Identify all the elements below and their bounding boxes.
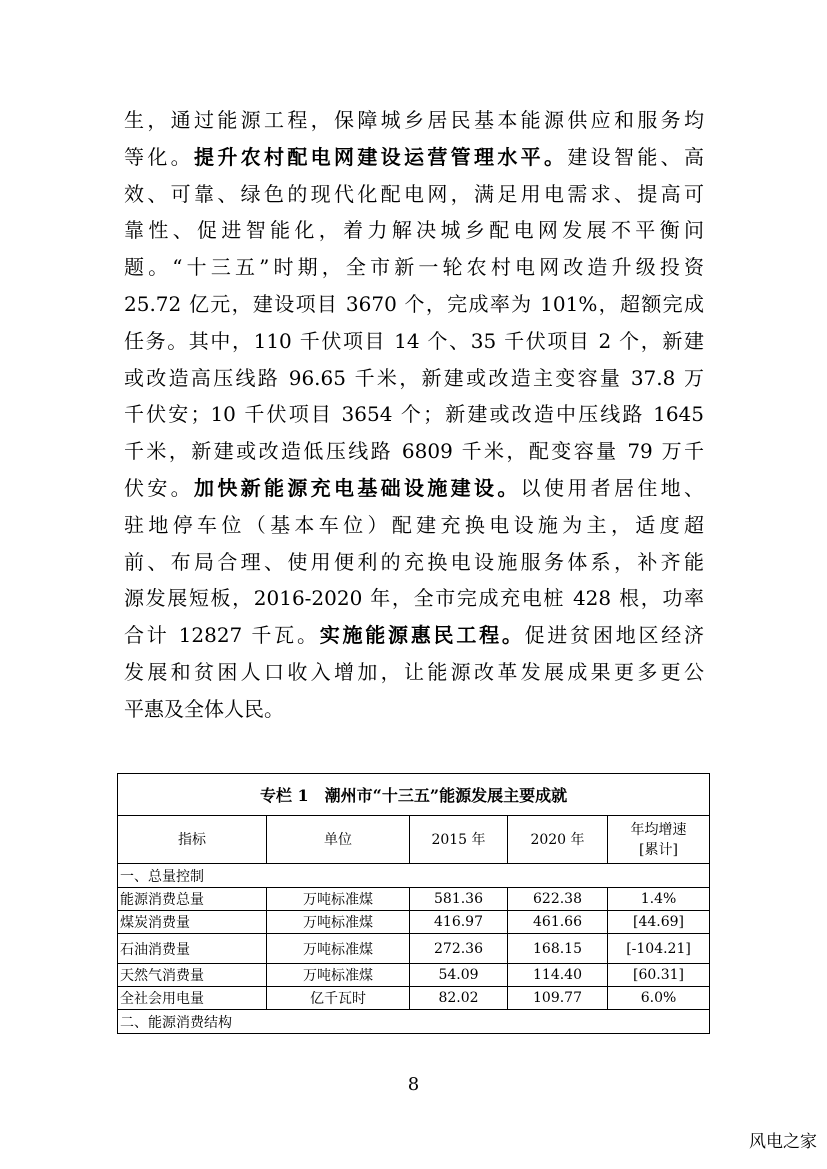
achievements-table	[117, 773, 710, 1034]
body-text: 前、布局合理、使用便利的充换电设施服务体系，补齐能	[124, 549, 704, 574]
unit-cell: 万吨标准煤	[267, 964, 410, 987]
bold-heading-text: 提升农村配电网建设运营管理水平。	[194, 144, 568, 169]
body-text: 或改造高压线路 96.65 千米，新建或改造主变容量 37.8 万	[124, 365, 704, 390]
table-row	[118, 911, 710, 934]
body-text: 建设智能、高	[567, 144, 705, 169]
text-line	[124, 396, 704, 433]
growth-cell: 1.4%	[608, 888, 710, 911]
header-2015: 2015 年	[410, 816, 508, 864]
bold-heading-text: 实施能源惠民工程。	[319, 623, 525, 648]
text-line	[124, 286, 704, 323]
value-2015-cell: 82.02	[410, 987, 508, 1010]
body-text: 合计 12827 千瓦。	[124, 623, 320, 648]
body-text: 等化。	[124, 144, 194, 169]
value-2015-cell: 272.36	[410, 934, 508, 964]
text-line	[124, 249, 704, 286]
text-line	[124, 654, 704, 691]
header-indicator: 指标	[118, 816, 267, 864]
value-2015-cell: 581.36	[410, 888, 508, 911]
section-title: 一、总量控制	[118, 864, 710, 888]
value-2015-cell: 54.09	[410, 964, 508, 987]
section-title: 二、能源消费结构	[118, 1010, 710, 1034]
text-line	[124, 617, 704, 654]
body-text: 效、可靠、绿色的现代化配电网，满足用电需求、提高可	[124, 181, 704, 206]
growth-cell: 6.0%	[608, 987, 710, 1010]
growth-cell: [60.31]	[608, 964, 710, 987]
header-growth	[608, 816, 710, 864]
body-text: 平惠及全体人民。	[124, 696, 284, 721]
indicator-cell: 煤炭消费量	[118, 911, 267, 934]
section-row	[118, 1010, 710, 1034]
table-row	[118, 934, 710, 964]
unit-cell: 亿千瓦时	[267, 987, 410, 1010]
text-line	[124, 323, 704, 360]
table-row	[118, 888, 710, 911]
page-number: 8	[407, 1074, 420, 1095]
table-header-row	[118, 816, 710, 864]
value-2020-cell: 109.77	[508, 987, 608, 1010]
growth-cell: [-104.21]	[608, 934, 710, 964]
table-row	[118, 987, 710, 1010]
body-text: 促进贫困地区经济	[524, 623, 705, 648]
unit-cell: 万吨标准煤	[267, 911, 410, 934]
text-line	[124, 176, 704, 213]
text-line	[124, 580, 704, 617]
text-line	[124, 102, 704, 139]
value-2020-cell: 168.15	[508, 934, 608, 964]
section-row	[118, 864, 710, 888]
text-line	[124, 691, 704, 728]
body-text: 靠性、促进智能化，着力解决城乡配电网发展不平衡问	[124, 218, 704, 243]
header-unit: 单位	[267, 816, 410, 864]
body-text: 发展和贫困人口收入增加，让能源改革发展成果更多更公	[124, 659, 704, 684]
growth-cell: [44.69]	[608, 911, 710, 934]
header-growth-text: 年均增速 [累计]	[630, 821, 687, 858]
text-line	[124, 470, 704, 507]
value-2020-cell: 461.66	[508, 911, 608, 934]
text-line	[124, 139, 704, 176]
header-2020: 2020 年	[508, 816, 608, 864]
value-2015-cell: 416.97	[410, 911, 508, 934]
body-paragraph	[124, 102, 704, 728]
watermark: 风电之家	[749, 1132, 817, 1152]
indicator-cell: 天然气消费量	[118, 964, 267, 987]
value-2020-cell: 114.40	[508, 964, 608, 987]
text-line	[124, 544, 704, 581]
body-text: 伏安。	[124, 475, 194, 500]
value-2020-cell: 622.38	[508, 888, 608, 911]
text-line	[124, 360, 704, 397]
body-text: 千伏安；10 千伏项目 3654 个；新建或改造中压线路 1645	[124, 402, 704, 427]
indicator-cell: 能源消费总量	[118, 888, 267, 911]
indicator-cell: 全社会用电量	[118, 987, 267, 1010]
body-text: 千米，新建或改造低压线路 6809 千米，配变容量 79 万千	[124, 439, 704, 464]
body-text: 以使用者居住地、	[520, 475, 705, 500]
body-text: 题。“十三五”时期，全市新一轮农村电网改造升级投资	[124, 255, 704, 280]
indicator-cell: 石油消费量	[118, 934, 267, 964]
text-line	[124, 507, 704, 544]
body-text: 25.72 亿元，建设项目 3670 个，完成率为 101%，超额完成	[124, 291, 704, 316]
body-text: 源发展短板，2016-2020 年，全市完成充电桩 428 根，功率	[124, 586, 704, 611]
unit-cell: 万吨标准煤	[267, 934, 410, 964]
text-line	[124, 212, 704, 249]
unit-cell: 万吨标准煤	[267, 888, 410, 911]
body-text: 驻地停车位（基本车位）配建充换电设施为主，适度超	[124, 512, 704, 537]
table-row	[118, 964, 710, 987]
body-text: 生，通过能源工程，保障城乡居民基本能源供应和服务均	[124, 108, 704, 132]
table-caption: 专栏 1 潮州市“十三五”能源发展主要成就	[118, 774, 710, 816]
body-text: 任务。其中，110 千伏项目 14 个、35 千伏项目 2 个，新建	[124, 328, 704, 353]
text-line	[124, 433, 704, 470]
bold-heading-text: 加快新能源充电基础设施建设。	[194, 475, 521, 500]
